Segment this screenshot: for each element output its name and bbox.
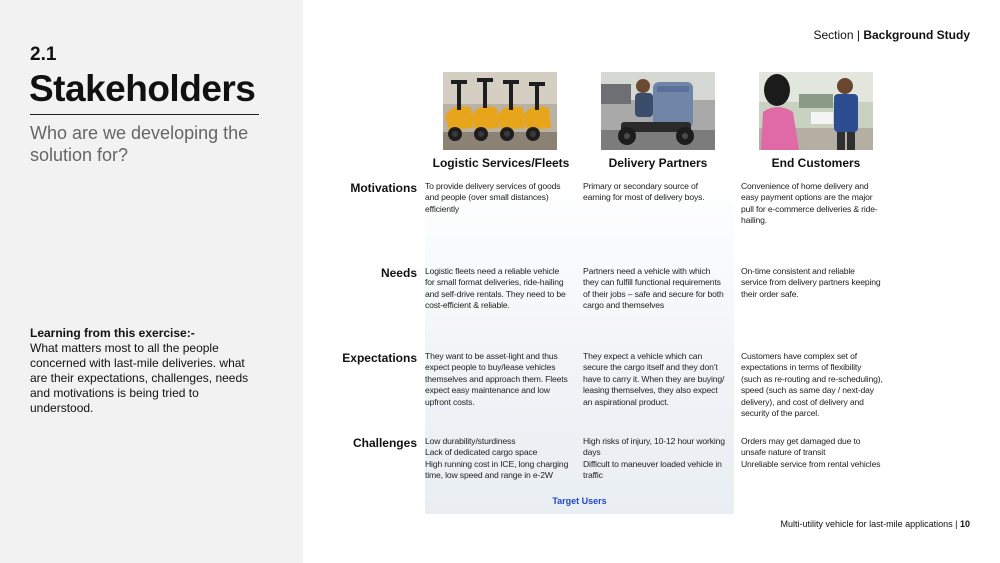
row-label-needs: Needs [380,266,417,280]
row-label-motivations: Motivations [350,181,417,195]
learning-heading: Learning from this exercise:- [30,326,195,340]
column-header-customers: End Customers [771,156,861,170]
cell-needs-delivery: Partners need a vehicle with which they can fulfill functional requirements of their jobs – safe and secure for both cargo and themselves [583,266,724,311]
row-label-expectations: Expectations [342,351,417,365]
page-subtitle: Who are we developing the solution for? [30,123,249,165]
footer [781,519,970,529]
section-divider: | [856,28,860,42]
cell-challenges-customers: Orders may get damaged due to unsafe nature of transit Unreliable service from rental vehicles [741,436,881,469]
cell-challenges-delivery: High risks of injury, 10-12 hour working days Difficult to maneuver loaded vehicle in traffic [583,436,725,481]
section-label [813,28,970,42]
scooter-fleet-icon [443,72,557,150]
customer-handover-icon [759,72,873,150]
section-name: Background Study [863,28,970,42]
learning-body: What matters most to all the people concerned with last-mile deliveries. what are their expectations, challenges, needs and motivations is being tried to understood. [30,341,249,415]
section-prefix: Section [813,28,854,42]
footer-divider: | [955,519,958,529]
delivery-rider-photo [601,72,715,150]
scooter-fleet-photo [443,72,557,150]
customer-handover-photo [759,72,873,150]
column-header-logistic: Logistic Services/Fleets [432,156,570,170]
cell-challenges-logistic: Low durability/sturdiness Lack of dedicated cargo space High running cost in ICE, long charging time, low speed and range in e-2W [425,436,569,481]
cell-needs-customers: On-time consistent and reliable service from delivery partners keeping their order safe. [741,266,881,299]
delivery-rider-icon [601,72,715,150]
footer-text: Multi-utility vehicle for last-mile applications [780,519,953,529]
row-label-challenges: Challenges [352,436,417,450]
cell-motivations-logistic: To provide delivery services of goods and people (over small distances) efficiently [425,181,561,214]
cell-expectations-delivery: They expect a vehicle which can secure the cargo itself and they don’t have to carry it. When they are buying/ leasing themselves, they also expect an aspirational product. [583,351,725,407]
target-users-label: Target Users [552,496,607,506]
section-number: 2.1 [30,44,57,65]
page-title: Stakeholders [29,68,256,109]
cell-needs-logistic: Logistic fleets need a reliable vehicle for small format deliveries, ride-hailing and self-drive rentals. They need to be cost-efficient & reliable. [425,266,566,311]
cell-expectations-logistic: They want to be asset-light and thus expect people to buy/lease vehicles themselves and approach them. Fleets expect easy maintenance and low upfront costs. [425,351,568,407]
cell-motivations-delivery: Primary or secondary source of earning for most of delivery boys. [583,181,705,203]
column-header-delivery: Delivery Partners [608,156,708,170]
title-divider [30,114,259,115]
cell-expectations-customers: Customers have complex set of expectations in terms of flexibility (such as re-routing and re-scheduling), speed (such as same day / next-day delivery), and cost of delivery and security of the parcel. [741,351,883,419]
page-number: 10 [959,519,970,529]
cell-motivations-customers: Convenience of home delivery and easy payment options are the major pull for e-commerce deliveries & ride- hailing. [741,181,878,226]
